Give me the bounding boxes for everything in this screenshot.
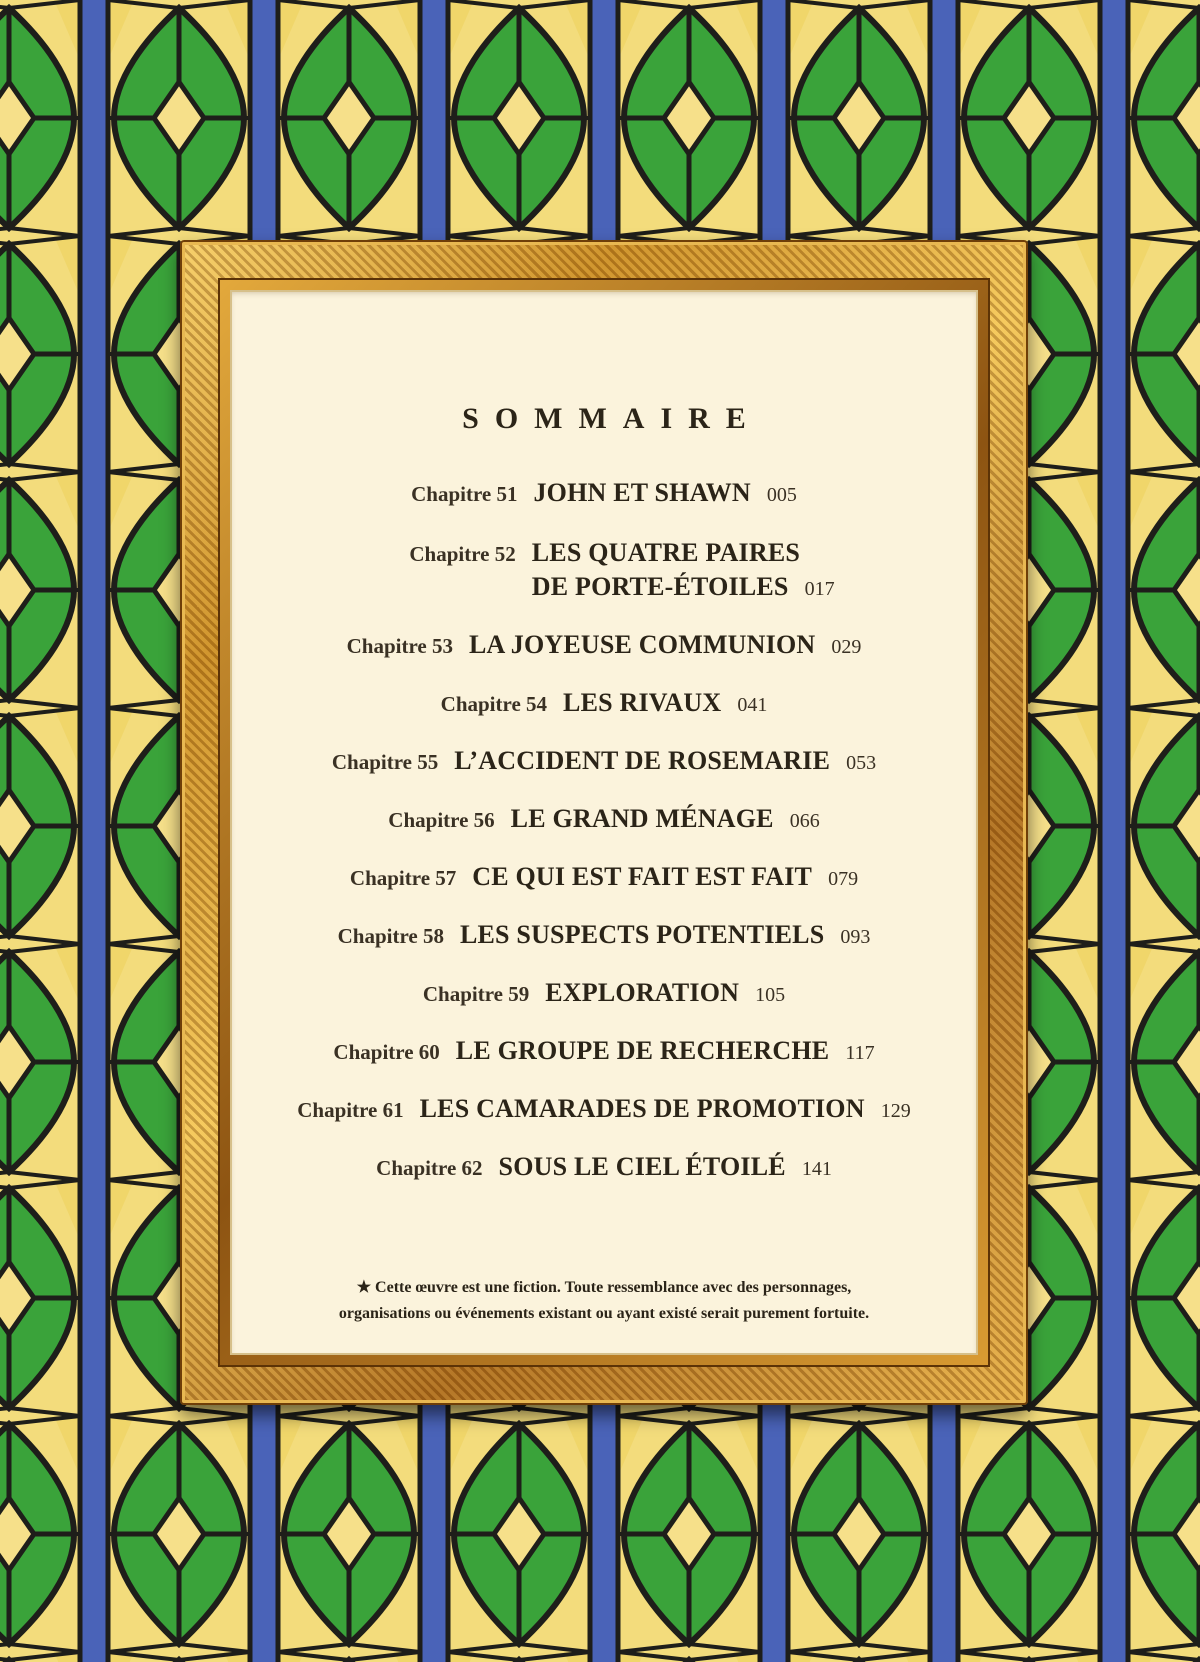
chapter-row-51: [230, 478, 978, 536]
table-of-contents-panel: [230, 290, 978, 1355]
chapter-row-60: [230, 1036, 978, 1094]
chapter-label: Chapitre 60: [333, 1040, 440, 1064]
chapter-page: 117: [845, 1042, 875, 1064]
chapter-row-57: [230, 862, 978, 920]
disclaimer-line-1: ★ Cette œuvre est une fiction. Toute ressemblance avec des personnages,: [356, 1279, 852, 1296]
chapter-label: Chapitre 58: [337, 924, 444, 948]
chapter-row-55: [230, 746, 978, 804]
chapter-label: Chapitre 56: [388, 808, 495, 832]
chapter-page: 079: [828, 868, 859, 890]
chapter-page: 017: [804, 578, 835, 600]
chapter-page: 105: [755, 984, 786, 1006]
chapter-page: 066: [789, 810, 820, 832]
chapter-row-59: [230, 978, 978, 1036]
chapter-title: LES SUSPECTS POTENTIELS: [459, 920, 825, 949]
chapter-label: Chapitre 54: [440, 692, 548, 716]
chapter-label: Chapitre 62: [376, 1156, 483, 1180]
chapter-label: Chapitre 51: [411, 482, 518, 506]
chapter-page: 053: [846, 752, 877, 774]
chapter-row-58: [230, 920, 978, 978]
chapter-page: 129: [880, 1100, 911, 1122]
chapter-title: LE GROUPE DE RECHERCHE: [455, 1036, 830, 1065]
chapter-list: [230, 478, 978, 1210]
chapter-row-62: [230, 1152, 978, 1210]
chapter-label: Chapitre 57: [349, 866, 457, 890]
gilt-picture-frame: [180, 240, 1028, 1405]
chapter-title: CE QUI EST FAIT EST FAIT: [472, 862, 813, 891]
chapter-title: LES RIVAUX: [563, 688, 722, 717]
chapter-label: Chapitre 53: [346, 634, 453, 658]
chapter-title: LE GRAND MÉNAGE: [510, 804, 774, 833]
chapter-title: SOUS LE CIEL ÉTOILÉ: [498, 1152, 786, 1181]
chapter-row-56: [230, 804, 978, 862]
chapter-page: 029: [831, 636, 862, 658]
chapter-title-block: [532, 536, 835, 604]
chapter-row-52: [230, 536, 978, 630]
chapter-title: L’ACCIDENT DE ROSEMARIE: [454, 746, 831, 775]
disclaimer-line-2: organisations ou événements existant ou ayant existé serait purement fortuite.: [338, 1305, 870, 1322]
chapter-label: Chapitre 55: [331, 750, 439, 774]
chapter-page: 141: [801, 1158, 832, 1180]
page-title: SOMMAIRE: [462, 402, 762, 435]
chapter-page: 041: [737, 694, 768, 716]
chapter-page: 005: [766, 484, 797, 506]
chapter-title-line2-wrap: [532, 570, 835, 604]
chapter-row-54: [230, 688, 978, 746]
chapter-title-line1: LES QUATRE PAIRES: [531, 538, 801, 567]
chapter-page: 093: [840, 926, 871, 948]
chapter-row-53: [230, 630, 978, 688]
chapter-row-61: [230, 1094, 978, 1152]
chapter-label: Chapitre 61: [297, 1098, 404, 1122]
chapter-title-line2: DE PORTE-ÉTOILES: [531, 572, 789, 601]
chapter-title: LES CAMARADES DE PROMOTION: [419, 1094, 865, 1123]
chapter-label: Chapitre 59: [422, 982, 530, 1006]
chapter-title: EXPLORATION: [545, 978, 740, 1007]
fiction-disclaimer: [250, 1275, 958, 1327]
chapter-title: LA JOYEUSE COMMUNION: [469, 630, 816, 659]
chapter-label: Chapitre 52: [409, 542, 516, 566]
chapter-title: JOHN ET SHAWN: [533, 478, 751, 507]
